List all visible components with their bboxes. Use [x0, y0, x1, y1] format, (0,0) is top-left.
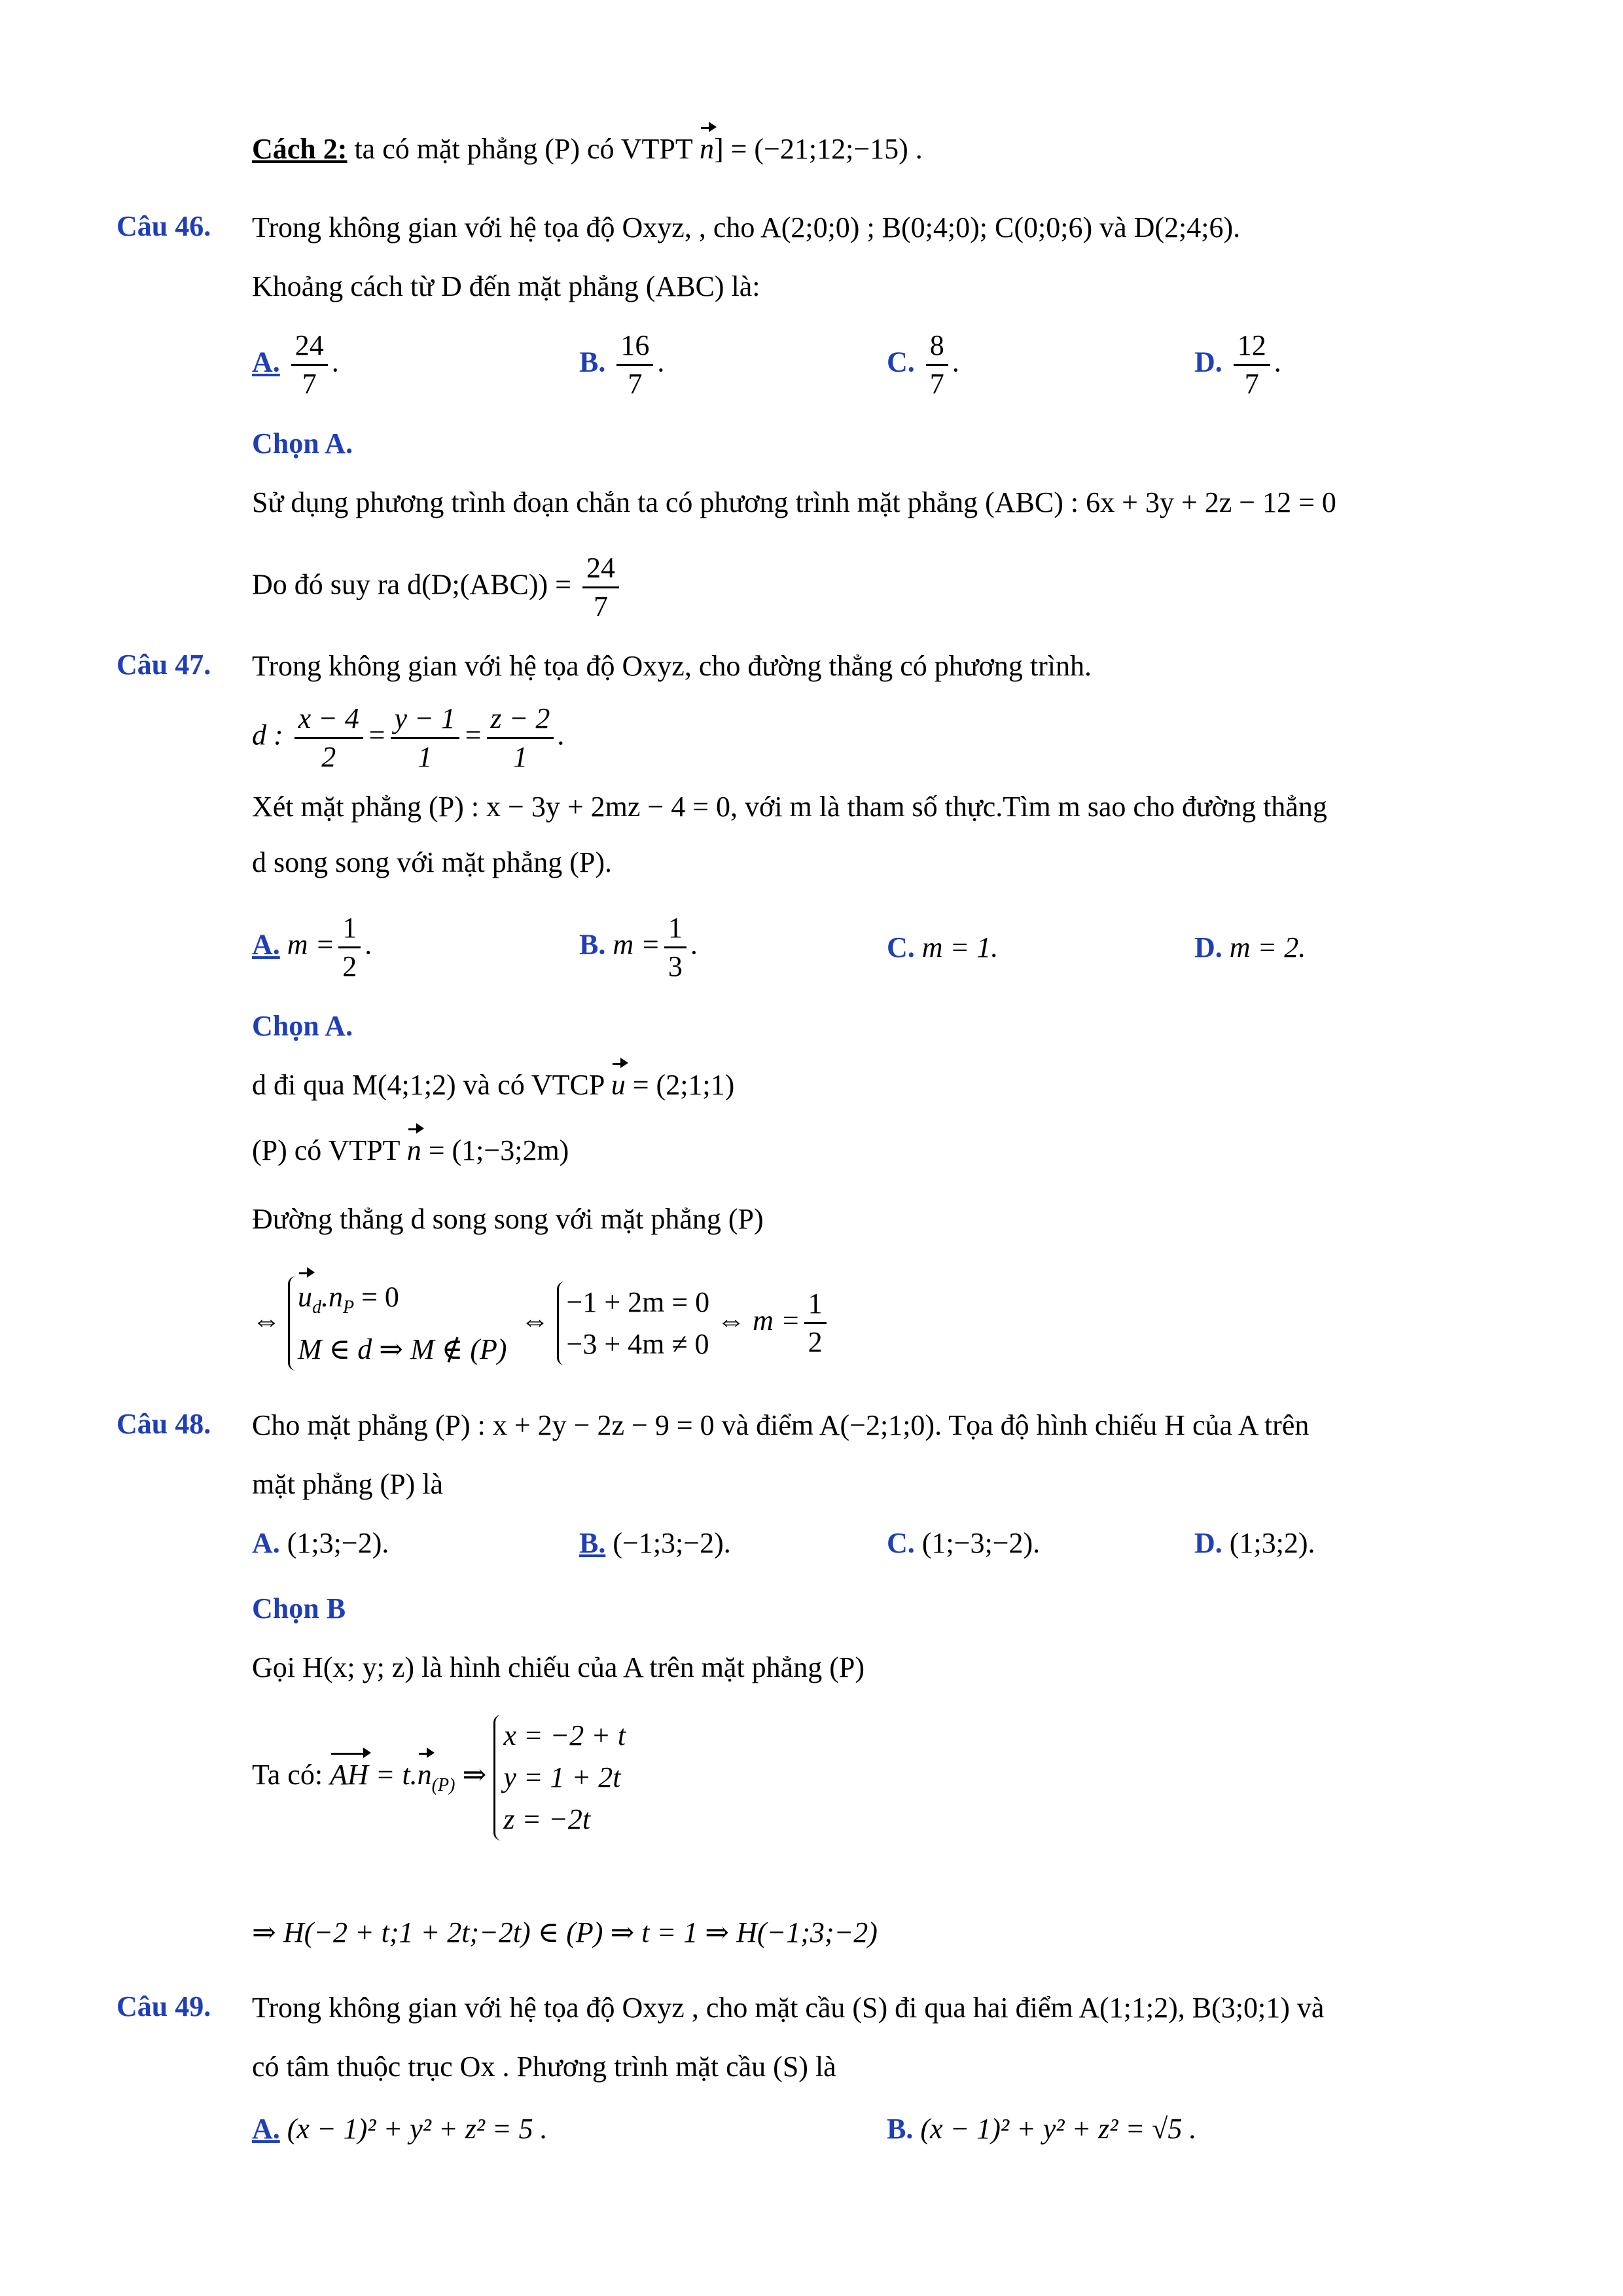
q47-result-pre: ⇔ m =	[717, 1304, 800, 1336]
q48-option-d-text: (1;3;2).	[1229, 1527, 1315, 1559]
q47-line1: Trong không gian với hệ tọa độ Oxyz, cho đường thẳng có phương trình.	[252, 650, 1092, 682]
q48-option-a[interactable]	[252, 1525, 389, 1562]
q46-a-num: 24	[291, 327, 328, 366]
q48-option-c-letter: C.	[887, 1527, 915, 1559]
q46-c-num: 8	[926, 327, 948, 366]
q48-sol2-arrow: ⇒	[455, 1759, 487, 1791]
q47-sol2-vec: n	[407, 1132, 421, 1169]
q48-sol2	[252, 1715, 626, 1840]
q46-a-tail: .	[331, 346, 339, 378]
q46-b-tail: .	[657, 346, 665, 378]
q46-d-tail: .	[1274, 346, 1281, 378]
q46-sol2-num: 24	[582, 550, 619, 588]
q47-sys1-eq: = 0	[354, 1281, 399, 1313]
q47-system	[252, 1276, 830, 1371]
q47-f2-num: y − 1	[391, 700, 459, 739]
q47-sol1	[252, 1067, 734, 1103]
q49-option-a[interactable]	[252, 2111, 548, 2147]
q47-sol1-post: = (2;1;1)	[625, 1069, 735, 1101]
q46-b-den: 7	[628, 368, 643, 400]
q47-a-num: 1	[338, 910, 361, 948]
q47-option-c-text: m = 1.	[921, 931, 999, 963]
q47-eq-prefix: d :	[252, 719, 283, 751]
q46-answer: Chọn A.	[252, 427, 353, 459]
q48-option-b[interactable]	[579, 1525, 731, 1562]
cach2-text: ta có mặt phẳng (P) có VTPT	[354, 133, 700, 165]
q47-sys2-r1: −1 + 2m = 0	[566, 1285, 710, 1318]
q46-a-den: 7	[302, 368, 317, 400]
q46-label: Câu 46.	[116, 210, 211, 242]
q46-c-den: 7	[929, 368, 944, 400]
q48-system	[493, 1715, 626, 1840]
q48-option-b-text: (−1;3;−2).	[613, 1527, 731, 1559]
q48-sys-r1: x = −2 + t	[503, 1719, 626, 1751]
q46-option-b-letter: B.	[579, 346, 606, 378]
q48-answer: Chọn B	[252, 1592, 346, 1624]
q47-f1-den: 2	[321, 741, 336, 773]
cach2-formula: n	[700, 131, 714, 168]
cach2-line	[252, 131, 923, 168]
q49-label: Câu 49.	[116, 1990, 211, 2022]
q47-sol2	[252, 1132, 569, 1169]
q48-option-b-letter: B.	[579, 1527, 606, 1559]
q49-line1: Trong không gian với hệ tọa độ Oxyz , cho mặt cầu (S) đi qua hai điểm A(1;1;2), B(3;0;1) và	[252, 1992, 1325, 2024]
q46-option-b[interactable]	[579, 327, 664, 403]
q48-label: Câu 48.	[116, 1408, 211, 1440]
q48-option-a-text: (1;3;−2).	[287, 1527, 389, 1559]
q46-b-num: 16	[616, 327, 653, 366]
q47-sys1-u: u	[298, 1276, 312, 1318]
q47-option-c[interactable]	[887, 929, 998, 966]
q47-option-a-letter: A.	[252, 928, 280, 961]
cach2-formula-rest: ] = (−21;12;−15) .	[713, 133, 923, 165]
q47-sys2-r2: −3 + 4m ≠ 0	[566, 1327, 709, 1360]
q48-option-a-letter: A.	[252, 1527, 280, 1559]
q47-sys1-n: .n	[321, 1281, 343, 1313]
q48-sys-r2: y = 1 + 2t	[503, 1761, 621, 1793]
q47-sys1-sub-d: d	[312, 1297, 321, 1318]
q46-option-a[interactable]	[252, 327, 339, 403]
q46-option-c-letter: C.	[887, 346, 915, 378]
q47-result-num: 1	[804, 1285, 827, 1324]
q46-line2: Khoảng cách từ D đến mặt phẳng (ABC) là:	[252, 270, 760, 302]
q46-option-a-letter: A.	[252, 346, 280, 378]
cach2-label: Cách 2:	[252, 133, 348, 165]
q49-line2: có tâm thuộc trục Ox . Phương trình mặt cầu (S) là	[252, 2051, 836, 2083]
q49-option-b-text: (x − 1)² + y² + z² = √5 .	[920, 2113, 1197, 2145]
q47-line3: Xét mặt phẳng (P) : x − 3y + 2mz − 4 = 0, với m là tham số thực.Tìm m sao cho đường thẳng	[252, 791, 1327, 823]
q47-iff-1: ⇔	[252, 1304, 281, 1336]
q46-sol2-prefix: Do đó suy ra d(D;(ABC)) =	[252, 568, 571, 601]
q46-d-den: 7	[1244, 368, 1259, 400]
q47-a-den: 2	[342, 950, 357, 982]
q48-option-c-text: (1;−3;−2).	[921, 1527, 1041, 1559]
q47-f2-den: 1	[418, 741, 433, 773]
q47-line4: d song song với mặt phẳng (P).	[252, 846, 613, 878]
q47-system-1	[288, 1276, 507, 1371]
q48-sol2-pre: Ta có:	[252, 1759, 330, 1791]
q46-d-num: 12	[1234, 327, 1270, 366]
q47-sol2-post: = (1;−3;2m)	[421, 1134, 569, 1166]
q46-sol1: Sử dụng phương trình đoạn chắn ta có phương trình mặt phẳng (ABC) : 6x + 3y + 2z − 12 = 0	[252, 486, 1336, 518]
q46-sol2	[252, 550, 623, 625]
q47-option-b-letter: B.	[579, 928, 606, 961]
q47-b-num: 1	[664, 910, 687, 948]
q47-option-d[interactable]	[1194, 929, 1306, 966]
q46-c-tail: .	[952, 346, 959, 378]
q47-sys1-sub-p: P	[343, 1297, 355, 1318]
q47-iff-2: ⇔	[520, 1304, 550, 1336]
q47-b-den: 3	[668, 950, 683, 982]
q49-option-a-letter: A.	[252, 2113, 280, 2145]
q48-sol3: ⇒ H(−2 + t;1 + 2t;−2t) ∈ (P) ⇒ t = 1 ⇒ H(−1;3;−2)	[252, 1916, 878, 1948]
q48-sol2-sub: (P)	[431, 1774, 455, 1795]
q48-option-d[interactable]	[1194, 1525, 1315, 1562]
q48-sol1: Gọi H(x; y; z) là hình chiếu của A trên mặt phẳng (P)	[252, 1651, 865, 1683]
q47-option-c-letter: C.	[887, 931, 915, 963]
q47-option-d-letter: D.	[1194, 931, 1222, 963]
q47-f3-den: 1	[512, 741, 527, 773]
q46-line1: Trong không gian với hệ tọa độ Oxyz, , cho A(2;0;0) ; B(0;4;0); C(0;0;6) và D(2;4;6).	[252, 211, 1241, 243]
q46-option-c[interactable]	[887, 327, 959, 403]
q48-sol2-vec-n: n	[418, 1757, 432, 1793]
q49-option-b[interactable]	[887, 2111, 1196, 2147]
q47-equation: d : $\frac{x - 4}{2}$ = $\frac{y - 1}{1}$ = $\frac{z - 2}{1}$ .	[252, 700, 565, 776]
q47-option-d-text: m = 2.	[1229, 931, 1306, 963]
q47-sys1-r2: M ∈ d ⇒ M ∉ (P)	[298, 1333, 507, 1365]
q47-option-a[interactable]: A. m = $\frac{1}{2}$ .	[252, 910, 372, 985]
q47-option-b[interactable]: B. m = $\frac{1}{3}$ .	[579, 910, 698, 985]
q47-system-2	[557, 1282, 710, 1365]
q47-f3-num: z − 2	[487, 700, 554, 739]
q48-option-d-letter: D.	[1194, 1527, 1222, 1559]
q46-sol2-den: 7	[593, 590, 608, 622]
q48-line2: mặt phẳng (P) là	[252, 1468, 444, 1500]
q47-sol1-vec: u	[611, 1067, 626, 1103]
q49-option-b-letter: B.	[887, 2113, 914, 2145]
q47-f1-num: x − 4	[294, 700, 363, 739]
q48-sol2-vec-ah: AH	[330, 1757, 368, 1793]
q47-label: Câu 47.	[116, 649, 211, 681]
q47-option-a-pre: m =	[287, 928, 335, 961]
q49-option-a-text: (x − 1)² + y² + z² = 5 .	[287, 2113, 548, 2145]
q47-sol3: Đường thẳng d song song với mặt phẳng (P)	[252, 1203, 764, 1235]
q47-option-b-pre: m =	[613, 928, 660, 961]
q46-option-d-letter: D.	[1194, 346, 1222, 378]
q48-sys-r3: z = −2t	[503, 1803, 591, 1835]
q48-sol2-mid: = t.	[368, 1759, 418, 1791]
q47-result-den: 2	[808, 1326, 823, 1359]
q46-option-d[interactable]	[1194, 327, 1281, 403]
q48-line1: Cho mặt phẳng (P) : x + 2y − 2z − 9 = 0 và điểm A(−2;1;0). Tọa độ hình chiếu H của A trên	[252, 1409, 1310, 1441]
q47-sol1-pre: d đi qua M(4;1;2) và có VTCP	[252, 1069, 611, 1101]
q48-option-c[interactable]	[887, 1525, 1040, 1562]
q47-sol2-pre: (P) có VTPT	[252, 1134, 407, 1166]
q47-answer: Chọn A.	[252, 1010, 353, 1042]
